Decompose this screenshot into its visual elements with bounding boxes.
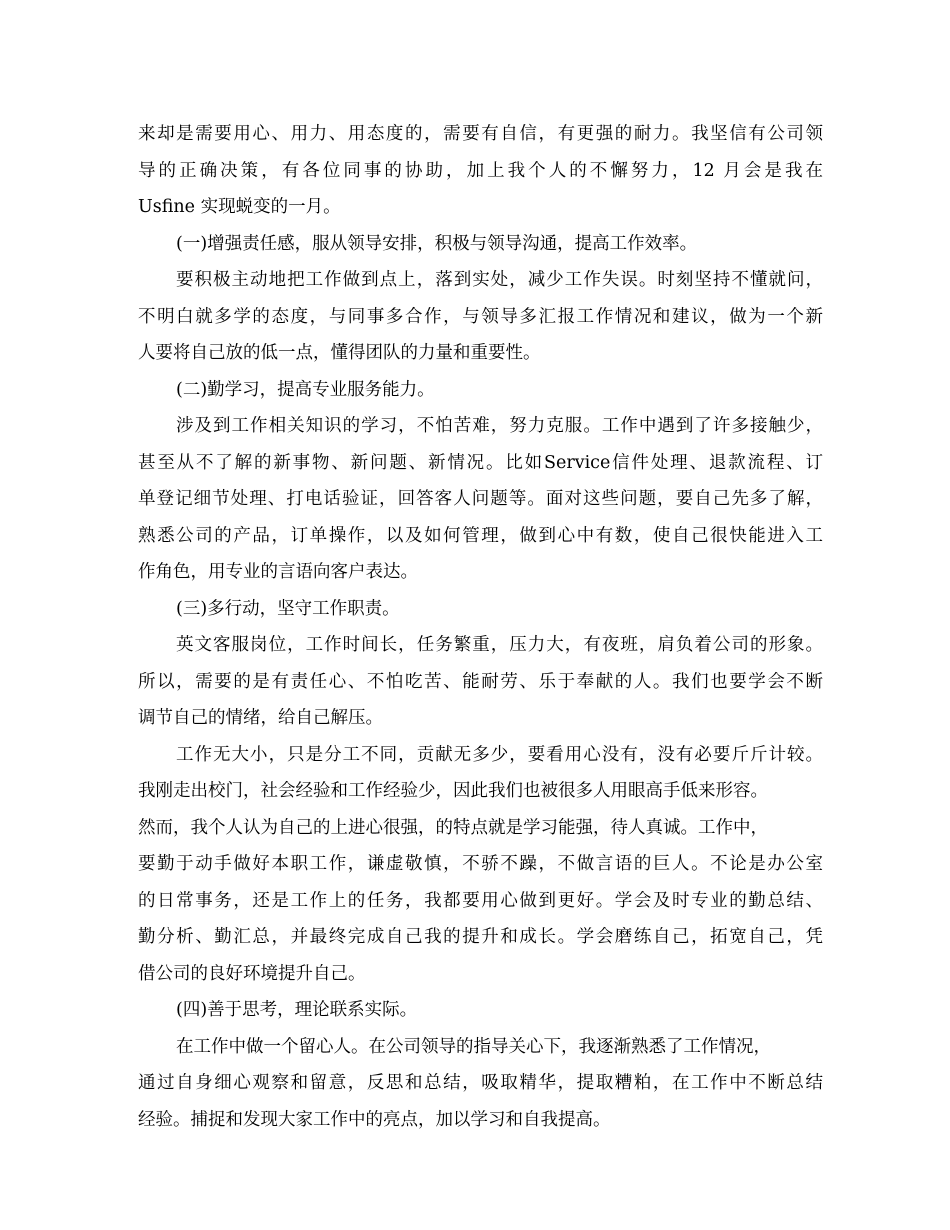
text-line: 调节自己的情绪，给自己解压。 <box>138 708 383 728</box>
text-line: 要积极主动地把工作做到点上，落到实处，减少工作失误。时刻坚持不懂就问， <box>176 270 823 290</box>
section-heading: (三)多行动，坚守工作职责。 <box>176 598 400 619</box>
text-line: 我刚走出校门，社会经验和工作经验少，因此我们也被很多人用眼高手低来形容。 <box>138 781 768 801</box>
section-heading: (一)增强责任感，服从领导安排，积极与领导沟通，提高工作效率。 <box>176 233 698 254</box>
text-line: 勤分析、勤汇总，并最终完成自己我的提升和成长。学会磨练自己，拓宽自己，凭 <box>138 927 823 947</box>
text-line: 通过自身细心观察和留意，反思和总结，吸取精华，提取糟粕，在工作中不断总结 <box>138 1073 823 1093</box>
document-body <box>138 116 823 1138</box>
text-line: 来却是需要用心、用力、用态度的，需要有自信，有更强的耐力。我坚信有公司领 <box>138 124 823 144</box>
text-line: 单登记细节处理、打电话验证，回答客人问题等。面对这些问题，要自己先多了解， <box>138 489 823 509</box>
text-line: 英文客服岗位，工作时间长，任务繁重，压力大，有夜班，肩负着公司的形象。 <box>176 635 823 655</box>
text-line: 人要将自己放的低一点，懂得团队的力量和重要性。 <box>138 343 541 363</box>
text-line: 涉及到工作相关知识的学习，不怕苦难，努力克服。工作中遇到了许多接触少， <box>176 416 823 436</box>
text-line: 经验。捕捉和发现大家工作中的亮点，加以学习和自我提高。 <box>138 1109 611 1130</box>
text-line: 作角色，用专业的言语向客户表达。 <box>138 562 418 582</box>
text-line: 不明白就多学的态度，与同事多合作，与领导多汇报工作情况和建议，做为一个新 <box>138 306 823 327</box>
text-line: 所以，需要的是有责任心、不怕吃苦、能耐劳、乐于奉献的人。我们也要学会不断 <box>138 671 823 692</box>
text-line: 然而，我个人认为自己的上进心很强，的特点就是学习能强，待人真诚。工作中， <box>138 817 768 838</box>
section-heading: (二)勤学习，提高专业服务能力。 <box>176 379 435 400</box>
text-line: 在工作中做一个留心人。在公司领导的指导关心下，我逐渐熟悉了工作情况， <box>176 1036 771 1057</box>
text-line: 导的正确决策，有各位同事的协助，加上我个人的不懈努力，12 月会是我在 <box>138 160 823 181</box>
text-line: 甚至从不了解的新事物、新问题、新情况。比如Service信件处理、退款流程、订 <box>138 452 823 473</box>
text-line: 工作无大小，只是分工不同，贡献无多少，要看用心没有，没有必要斤斤计较。 <box>176 744 823 765</box>
text-line: 要勤于动手做好本职工作，谦虚敬慎，不骄不躁，不做言语的巨人。不论是办公室 <box>138 854 823 874</box>
text-line: 熟悉公司的产品，订单操作，以及如何管理，做到心中有数，使自己很快能进入工 <box>138 525 823 546</box>
text-line: Usfine 实现蜕变的一月。 <box>138 197 341 217</box>
section-heading: (四)善于思考，理论联系实际。 <box>176 1000 418 1020</box>
text-line: 的日常事务，还是工作上的任务，我都要用心做到更好。学会及时专业的勤总结、 <box>138 890 823 911</box>
text-line: 借公司的良好环境提升自己。 <box>138 963 366 984</box>
